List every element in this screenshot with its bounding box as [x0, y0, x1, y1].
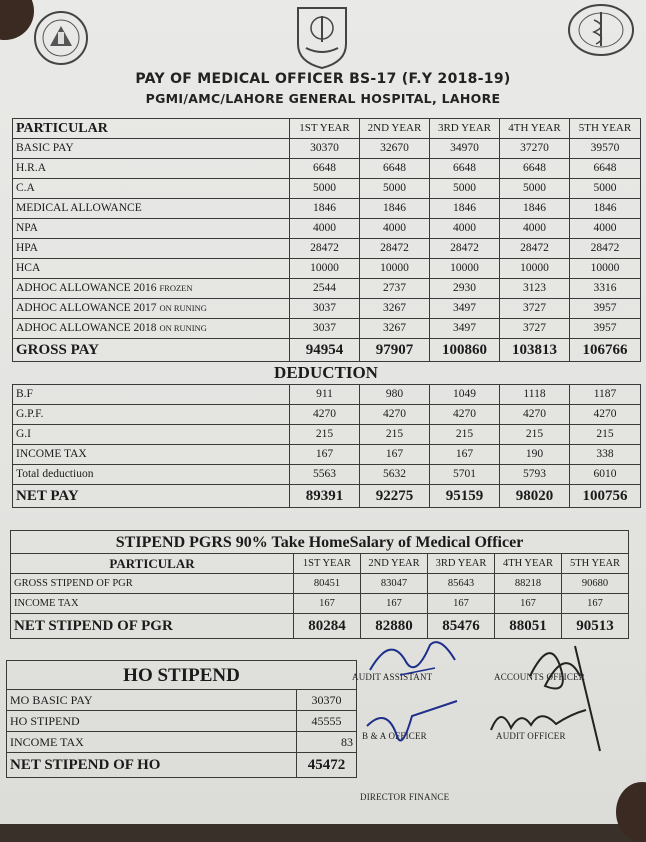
pay-row-value: 30370 [290, 139, 360, 159]
allowance-name: C.A [16, 182, 35, 194]
deduction-row-label: B.F [13, 385, 290, 405]
government-emblem-logo [292, 4, 352, 70]
allowance-name: ADHOC ALLOWANCE 2016 [16, 282, 157, 294]
deduction-row [13, 385, 641, 405]
pay-row-label [13, 159, 290, 179]
particular-header: PARTICULAR [13, 119, 290, 139]
pay-row-value: 4000 [500, 219, 570, 239]
pay-row-label [13, 139, 290, 159]
deduction-row-value: 911 [290, 385, 360, 405]
year-header: 1ST YEAR [290, 119, 360, 139]
pay-row-value: 5000 [570, 179, 641, 199]
pay-row-value: 10000 [430, 259, 500, 279]
deduction-row-value: 215 [290, 425, 360, 445]
stipend-row-value: 167 [562, 594, 629, 614]
pay-header-row [13, 119, 641, 139]
deduction-row-label: Total deductiuon [13, 465, 290, 485]
year-header: 4TH YEAR [495, 554, 562, 574]
pay-row-value: 1846 [360, 199, 430, 219]
deduction-row [13, 465, 641, 485]
pay-row-value: 3957 [570, 319, 641, 339]
stipend-row-label: GROSS STIPEND OF PGR [11, 574, 294, 594]
deduction-row-value: 167 [430, 445, 500, 465]
year-header: 5TH YEAR [570, 119, 641, 139]
pay-row-label [13, 259, 290, 279]
deduction-row-value: 4270 [360, 405, 430, 425]
deduction-row-label: G.P.F. [13, 405, 290, 425]
pay-row [13, 259, 641, 279]
finger-shadow [616, 782, 646, 842]
deduction-row [13, 405, 641, 425]
allowance-name: NPA [16, 222, 38, 234]
ho-row [7, 732, 357, 753]
pay-row-value: 4000 [290, 219, 360, 239]
pay-row-value: 5000 [500, 179, 570, 199]
pay-table [12, 118, 641, 362]
gross-pay-value: 100860 [430, 339, 500, 362]
pay-row-label [13, 319, 290, 339]
deduction-row-value: 5793 [500, 465, 570, 485]
pay-row-value: 1846 [290, 199, 360, 219]
deduction-row-value: 215 [570, 425, 641, 445]
net-stipend-row [11, 614, 629, 639]
pay-row-label [13, 299, 290, 319]
net-pay-value: 100756 [570, 485, 641, 508]
deduction-row-value: 980 [360, 385, 430, 405]
deduction-row-value: 4270 [290, 405, 360, 425]
pay-row-value: 4000 [430, 219, 500, 239]
pay-row [13, 219, 641, 239]
deduction-row-value: 4270 [430, 405, 500, 425]
deduction-row-value: 167 [290, 445, 360, 465]
pay-row-value: 5000 [290, 179, 360, 199]
gross-pay-value: 103813 [500, 339, 570, 362]
allowance-name: BASIC PAY [16, 142, 74, 154]
pay-row-value: 3123 [500, 279, 570, 299]
pay-row-value: 39570 [570, 139, 641, 159]
ho-row-value: 83 [297, 732, 357, 753]
ho-row-value: 45555 [297, 711, 357, 732]
audit-assistant-signature [360, 630, 470, 690]
stipend-row-value: 167 [495, 594, 562, 614]
pay-row-value: 1846 [430, 199, 500, 219]
year-header: 2ND YEAR [360, 119, 430, 139]
ba-officer-signature [362, 696, 472, 756]
pay-row [13, 299, 641, 319]
pay-row-label [13, 179, 290, 199]
stipend-row-value: 85643 [428, 574, 495, 594]
pay-row-value: 3267 [360, 299, 430, 319]
ho-net-label: NET STIPEND OF HO [7, 753, 297, 778]
allowance-name: HPA [16, 242, 38, 254]
stipend-title: STIPEND PGRS 90% Take HomeSalary of Medical Officer [11, 531, 629, 554]
pay-row-value: 6648 [290, 159, 360, 179]
net-stipend-value: 85476 [428, 614, 495, 639]
stipend-row-value: 167 [361, 594, 428, 614]
net-pay-label: NET PAY [13, 485, 290, 508]
pay-row-value: 1846 [500, 199, 570, 219]
pay-row-value: 3037 [290, 319, 360, 339]
gross-pay-value: 106766 [570, 339, 641, 362]
pay-row-value: 10000 [360, 259, 430, 279]
ho-row-label: MO BASIC PAY [7, 690, 297, 711]
medical-college-seal-logo [566, 2, 636, 58]
deduction-row-label: G.I [13, 425, 290, 445]
pay-row-value: 4000 [570, 219, 641, 239]
pay-row-value: 28472 [430, 239, 500, 259]
pay-row-value: 34970 [430, 139, 500, 159]
deduction-row-value: 1049 [430, 385, 500, 405]
deduction-row-value: 215 [430, 425, 500, 445]
pay-row-value: 32670 [360, 139, 430, 159]
stipend-row-value: 167 [428, 594, 495, 614]
pay-row-value: 10000 [570, 259, 641, 279]
stipend-row-label: INCOME TAX [11, 594, 294, 614]
deduction-row-value: 4270 [570, 405, 641, 425]
pay-row-value: 6648 [570, 159, 641, 179]
pay-row-value: 3497 [430, 319, 500, 339]
allowance-status-tag: FROZEN [159, 283, 193, 293]
year-header: 3RD YEAR [430, 119, 500, 139]
pay-row-value: 6648 [360, 159, 430, 179]
year-header: 4TH YEAR [500, 119, 570, 139]
year-header: 5TH YEAR [562, 554, 629, 574]
deduction-row-value: 6010 [570, 465, 641, 485]
pay-row-value: 28472 [500, 239, 570, 259]
pay-row-value: 6648 [430, 159, 500, 179]
ho-row-label: HO STIPEND [7, 711, 297, 732]
ho-title: HO STIPEND [7, 661, 357, 690]
ho-row [7, 690, 357, 711]
allowance-status-tag: ON RUNING [159, 323, 207, 333]
particular-header: PARTICULAR [11, 554, 294, 574]
pay-row-value: 10000 [500, 259, 570, 279]
net-stipend-value: 82880 [361, 614, 428, 639]
audit-assistant-label: AUDIT ASSISTANT [352, 672, 433, 682]
ba-officer-label: B & A OFFICER [362, 731, 427, 741]
pay-row-value: 3037 [290, 299, 360, 319]
pay-row-value: 3316 [570, 279, 641, 299]
pay-row [13, 139, 641, 159]
pay-row-value: 3497 [430, 299, 500, 319]
stipend-row-value: 80451 [294, 574, 361, 594]
deduction-heading: DEDUCTION [274, 363, 378, 382]
net-stipend-value: 90513 [562, 614, 629, 639]
deduction-row-value: 167 [360, 445, 430, 465]
net-pay-value: 95159 [430, 485, 500, 508]
accounts-officer-label: ACCOUNTS OFFICER [494, 672, 585, 682]
pay-row-value: 28472 [570, 239, 641, 259]
pay-row-label [13, 199, 290, 219]
year-header: 2ND YEAR [361, 554, 428, 574]
pay-row [13, 199, 641, 219]
net-stipend-label: NET STIPEND OF PGR [11, 614, 294, 639]
ho-title-row [7, 661, 357, 690]
stipend-row [11, 574, 629, 594]
pay-row-value: 28472 [360, 239, 430, 259]
deduction-row-value: 5632 [360, 465, 430, 485]
pay-row [13, 179, 641, 199]
pay-row-value: 5000 [360, 179, 430, 199]
gross-pay-value: 94954 [290, 339, 360, 362]
deduction-row [13, 425, 641, 445]
net-stipend-value: 88051 [495, 614, 562, 639]
deduction-row-value: 5563 [290, 465, 360, 485]
net-pay-value: 89391 [290, 485, 360, 508]
deduction-row-value: 4270 [500, 405, 570, 425]
pay-row-value: 3267 [360, 319, 430, 339]
pay-row-value: 6648 [500, 159, 570, 179]
pay-row-label [13, 239, 290, 259]
ho-net-value: 45472 [297, 753, 357, 778]
net-pay-value: 92275 [360, 485, 430, 508]
deduction-row-value: 190 [500, 445, 570, 465]
pay-row [13, 239, 641, 259]
pay-row [13, 279, 641, 299]
allowance-name: ADHOC ALLOWANCE 2018 [16, 322, 157, 334]
pay-row-label [13, 279, 290, 299]
pay-row-value: 37270 [500, 139, 570, 159]
pay-row-value: 3727 [500, 319, 570, 339]
pay-row-value: 2544 [290, 279, 360, 299]
stipend-title-row [11, 531, 629, 554]
stipend-table [10, 530, 629, 639]
gross-pay-label: GROSS PAY [13, 339, 290, 362]
audit-officer-signature [486, 700, 596, 740]
stipend-row-value: 88218 [495, 574, 562, 594]
pay-row-label [13, 219, 290, 239]
document-title: PAY OF MEDICAL OFFICER BS-17 (F.Y 2018-19) [135, 71, 511, 87]
ho-row [7, 711, 357, 732]
stipend-row-value: 83047 [361, 574, 428, 594]
deduction-row-value: 215 [360, 425, 430, 445]
ho-row-value: 30370 [297, 690, 357, 711]
pay-row-value: 3957 [570, 299, 641, 319]
pay-row [13, 319, 641, 339]
pay-row-value: 10000 [290, 259, 360, 279]
gross-pay-value: 97907 [360, 339, 430, 362]
pay-row-value: 28472 [290, 239, 360, 259]
allowance-name: H.R.A [16, 162, 47, 174]
finger-shadow [0, 0, 34, 40]
net-stipend-value: 80284 [294, 614, 361, 639]
net-pay-value: 98020 [500, 485, 570, 508]
year-header: 1ST YEAR [294, 554, 361, 574]
allowance-name: ADHOC ALLOWANCE 2017 [16, 302, 157, 314]
audit-officer-label: AUDIT OFFICER [496, 731, 566, 741]
net-pay-row [13, 485, 641, 508]
allowance-name: MEDICAL ALLOWANCE [16, 202, 142, 214]
deduction-row-value: 1187 [570, 385, 641, 405]
stipend-row-value: 167 [294, 594, 361, 614]
deduction-table [12, 384, 641, 508]
pay-row [13, 159, 641, 179]
deduction-row [13, 445, 641, 465]
deduction-row-label: INCOME TAX [13, 445, 290, 465]
allowance-status-tag: ON RUNING [159, 303, 207, 313]
deduction-row-value: 5701 [430, 465, 500, 485]
college-seal-logo [32, 10, 90, 66]
gross-pay-row [13, 339, 641, 362]
ho-stipend-table [6, 660, 357, 778]
deduction-row-value: 1118 [500, 385, 570, 405]
hospital-name: PGMI/AMC/LAHORE GENERAL HOSPITAL, LAHORE [145, 91, 501, 106]
pay-row-value: 2930 [430, 279, 500, 299]
stipend-row [11, 594, 629, 614]
stipend-row-value: 90680 [562, 574, 629, 594]
pay-row-value: 3727 [500, 299, 570, 319]
pay-row-value: 2737 [360, 279, 430, 299]
pay-row-value: 4000 [360, 219, 430, 239]
ho-net-row [7, 753, 357, 778]
year-header: 3RD YEAR [428, 554, 495, 574]
director-finance-label: DIRECTOR FINANCE [360, 792, 450, 802]
deduction-row-value: 338 [570, 445, 641, 465]
pay-row-value: 5000 [430, 179, 500, 199]
ho-row-label: INCOME TAX [7, 732, 297, 753]
stipend-header-row [11, 554, 629, 574]
deduction-row-value: 215 [500, 425, 570, 445]
allowance-name: HCA [16, 262, 41, 274]
pay-row-value: 1846 [570, 199, 641, 219]
